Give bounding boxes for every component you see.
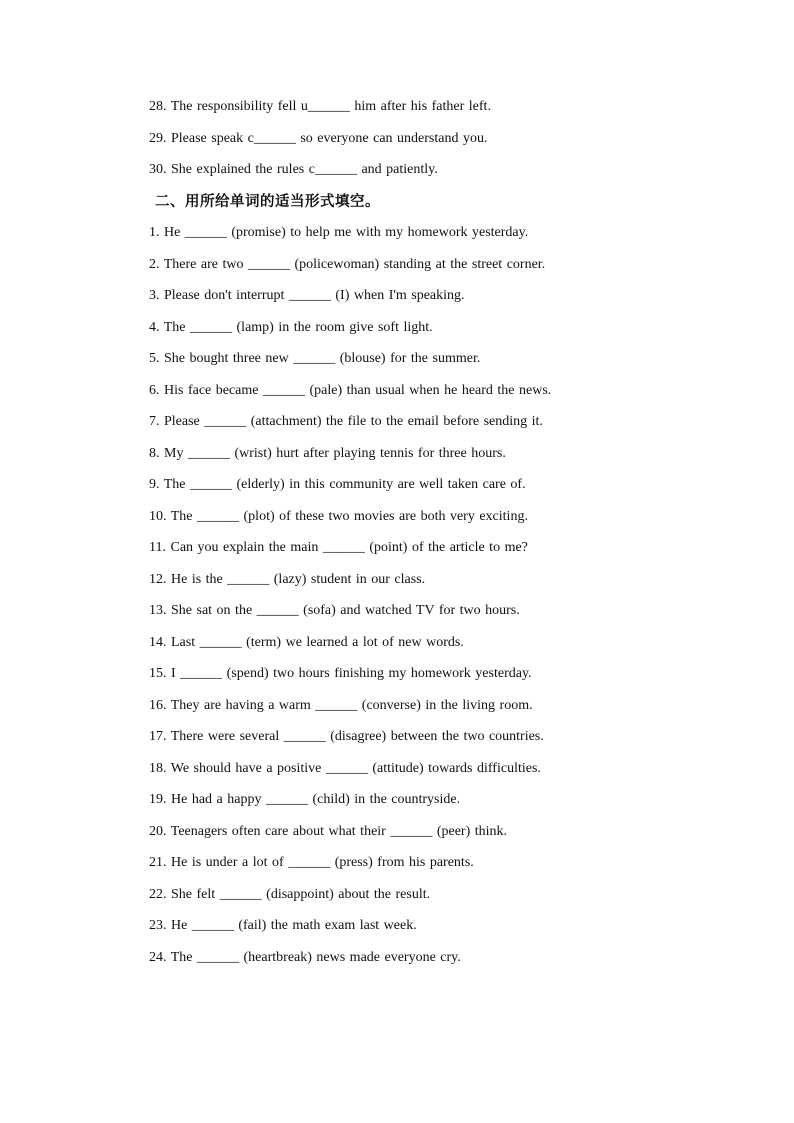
question-2: 2. There are two ______ (policewoman) standing at the street corner.	[149, 256, 546, 272]
question-12: 12. He is the ______ (lazy) student in our class.	[149, 571, 426, 587]
question-28: 28. The responsibility fell u______ him after his father left.	[149, 99, 491, 114]
question-20: 20. Teenagers often care about what their ______ (peer) think.	[149, 823, 508, 839]
question-8: 8. My ______ (wrist) hurt after playing tennis for three hours.	[149, 445, 506, 461]
question-9: 9. The ______ (elderly) in this community are well taken care of.	[149, 477, 526, 492]
question-24: 24. The ______ (heartbreak) news made everyone cry.	[149, 949, 461, 965]
question-11: 11. Can you explain the main ______ (point) of the article to me?	[149, 540, 528, 555]
question-4: 4. The ______ (lamp) in the room give soft light.	[149, 319, 433, 335]
question-29: 29. Please speak c______ so everyone can understand you.	[149, 130, 488, 146]
question-17: 17. There were several ______ (disagree) between the two countries.	[149, 729, 544, 744]
question-14: 14. Last ______ (term) we learned a lot of new words.	[149, 634, 464, 650]
question-6: 6. His face became ______ (pale) than usual when he heard the news.	[149, 382, 552, 398]
question-18: 18. We should have a positive ______ (attitude) towards difficulties.	[149, 760, 541, 776]
question-23: 23. He ______ (fail) the math exam last week.	[149, 918, 417, 933]
question-7: 7. Please ______ (attachment) the file to the email before sending it.	[149, 414, 543, 429]
question-30: 30. She explained the rules c______ and patiently.	[149, 162, 438, 177]
question-3: 3. Please don't interrupt ______ (I) when I'm speaking.	[149, 288, 465, 303]
question-10: 10. The ______ (plot) of these two movies are both very exciting.	[149, 508, 528, 524]
section-title: 二、用所给单词的适当形式填空。	[155, 193, 380, 210]
question-5: 5. She bought three new ______ (blouse) for the summer.	[149, 351, 481, 366]
question-19: 19. He had a happy ______ (child) in the countryside.	[149, 792, 461, 807]
question-22: 22. She felt ______ (disappoint) about the result.	[149, 886, 431, 902]
question-1: 1. He ______ (promise) to help me with my homework yesterday.	[149, 225, 529, 240]
question-13: 13. She sat on the ______ (sofa) and watched TV for two hours.	[149, 603, 520, 618]
question-16: 16. They are having a warm ______ (converse) in the living room.	[149, 697, 533, 713]
question-15: 15. I ______ (spend) two hours finishing my homework yesterday.	[149, 666, 532, 681]
exercise-content	[149, 96, 669, 978]
question-21: 21. He is under a lot of ______ (press) from his parents.	[149, 855, 474, 870]
